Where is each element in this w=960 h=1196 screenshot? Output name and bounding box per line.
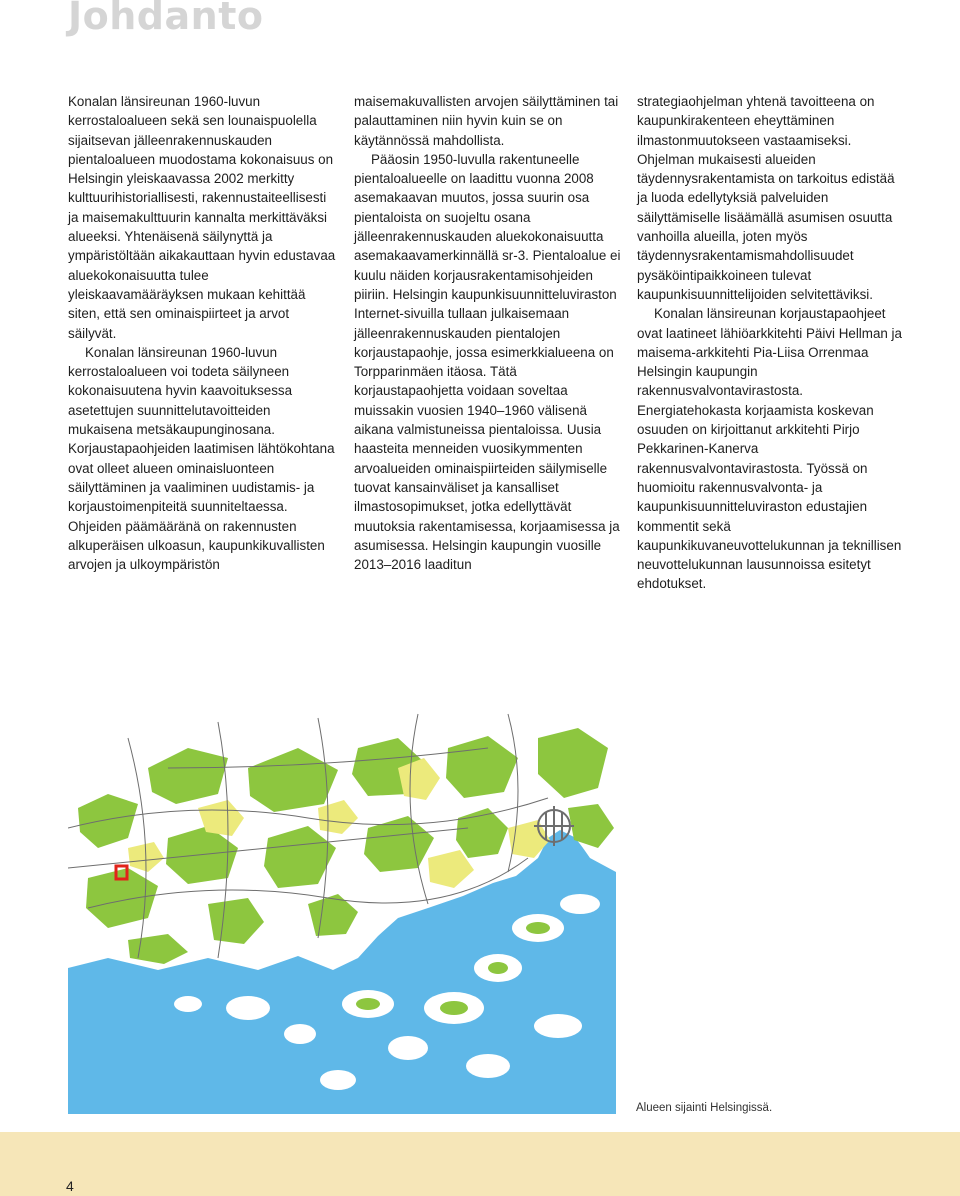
text-column-3 bbox=[637, 92, 905, 594]
footer-band bbox=[0, 1132, 960, 1196]
paragraph: Pääosin 1950-luvulla rakentuneelle pientaloalueelle on laadittu vuonna 2008 asemakaavan muutos, jossa suurin osa pientaloista on suojeltu osana jälleenrakennuskauden aluekokonaisuutta asemakaavamerkinnällä sr-3. Pientaloalue ei kuulu näiden korjausrakentamisohjeiden piiriin. Helsingin kaupunkisuunnitteluviraston Internet-sivuilla tullaan julkaisemaan jälleenrakennuskauden pientalojen korjaustapaohje, jossa esimerkkialueena on Torpparinmäen itäosa. Tätä korjaustapaohjetta voidaan soveltaa muissakin vuosien 1940–1960 välisenä aikana valmistuneissa pientaloissa. Uusia haasteita menneiden vuosikymmenten arvoalueiden ominaispiirteiden säilymiselle tuovat kansainväliset ja kansalliset ilmastosopimukset, jotka edellyttävät muutoksia rakentamisessa, korjaamisessa ja asumisessa. Helsingin kaupungin vuosille 2013–2016 laaditun bbox=[354, 151, 621, 573]
helsinki-location-map bbox=[68, 708, 616, 1114]
paragraph: Konalan länsireunan korjaustapaohjeet ovat laatineet lähiöarkkitehti Päivi Hellman ja maisema-arkkitehti Pia-Liisa Orrenmaa Helsingin kaupungin rakennusvalvontavirastosta. Energiatehokasta korjaamista koskevan osuuden on kirjoittanut arkkitehti Pirjo Pekkarinen-Kanerva rakennusvalvontavirastosta. Työssä on huomioitu rakennusvalvonta- ja kaupunkisuunnitteluviraston edustajien kommentit sekä kaupunkikuvaneuvottelukunnan ja teknillisen neuvottelukunnan lausunnoissa esitetyt ehdotukset. bbox=[637, 306, 902, 592]
paragraph: maisemakuvallisten arvojen säilyttäminen tai palauttaminen niin hyvin kuin se on käytännössä mahdollista. bbox=[354, 94, 619, 148]
page-number: 4 bbox=[66, 1178, 74, 1194]
page-heading: Johdanto bbox=[68, 0, 264, 38]
text-column-2 bbox=[354, 92, 622, 574]
text-column-1 bbox=[68, 92, 338, 574]
paragraph: Konalan länsireunan 1960-luvun kerrostaloalueen voi todeta säilyneen kokonaisuutena hyvin kaavoituksessa asetettujen suunnittelutavoitteiden mukaisena metsäkaupunginosana. Korjaustapaohjeiden laatimisen lähtökohtana ovat olleet alueen ominaisluonteen säilyttäminen ja vaaliminen uudistamis- ja korjaustoimenpiteitä suunniteltaessa. Ohjeiden päämääränä on rakennusten alkuperäisen ulkoasun, kaupunkikuvallisten arvojen ja ulkoympäristön bbox=[68, 344, 335, 573]
map-caption: Alueen sijainti Helsingissä. bbox=[636, 1102, 773, 1114]
paragraph: Konalan länsireunan 1960-luvun kerrostaloalueen sekä sen lounaispuolella sijaitsevan jälleenrakennuskauden pientaloalueen muodostama kokonaisuus on Helsingin yleiskaavassa 2002 merkitty kulttuurihistoriallisesti, rakennustaiteellisesti ja maisemakulttuurin kannalta merkittäväksi alueeksi. Yhtenäisenä säilynyttä ja ympäristöltään aikakauttaan hyvin edustavaa aluekokonaisuutta tulee yleiskaavamääräyksen mukaan kehittää siten, että sen ominaispiirteet ja arvot säilyvät. bbox=[68, 94, 336, 341]
paragraph: strategiaohjelman yhtenä tavoitteena on kaupunkirakenteen eheyttäminen ilmastonmuutokseen vastaamiseksi. Ohjelman mukaisesti alueiden täydennysrakentamista on tarkoitus edistää ja luoda edellytyksiä palveluiden säilyttämiselle lisäämällä asumisen osuutta vanhoilla alueilla, joten myös täydennysrakentamismahdollisuudet pysäköintipaikkoineen tulevat kaupunkisuunnittelijoiden selvitettäviksi. bbox=[637, 94, 895, 302]
